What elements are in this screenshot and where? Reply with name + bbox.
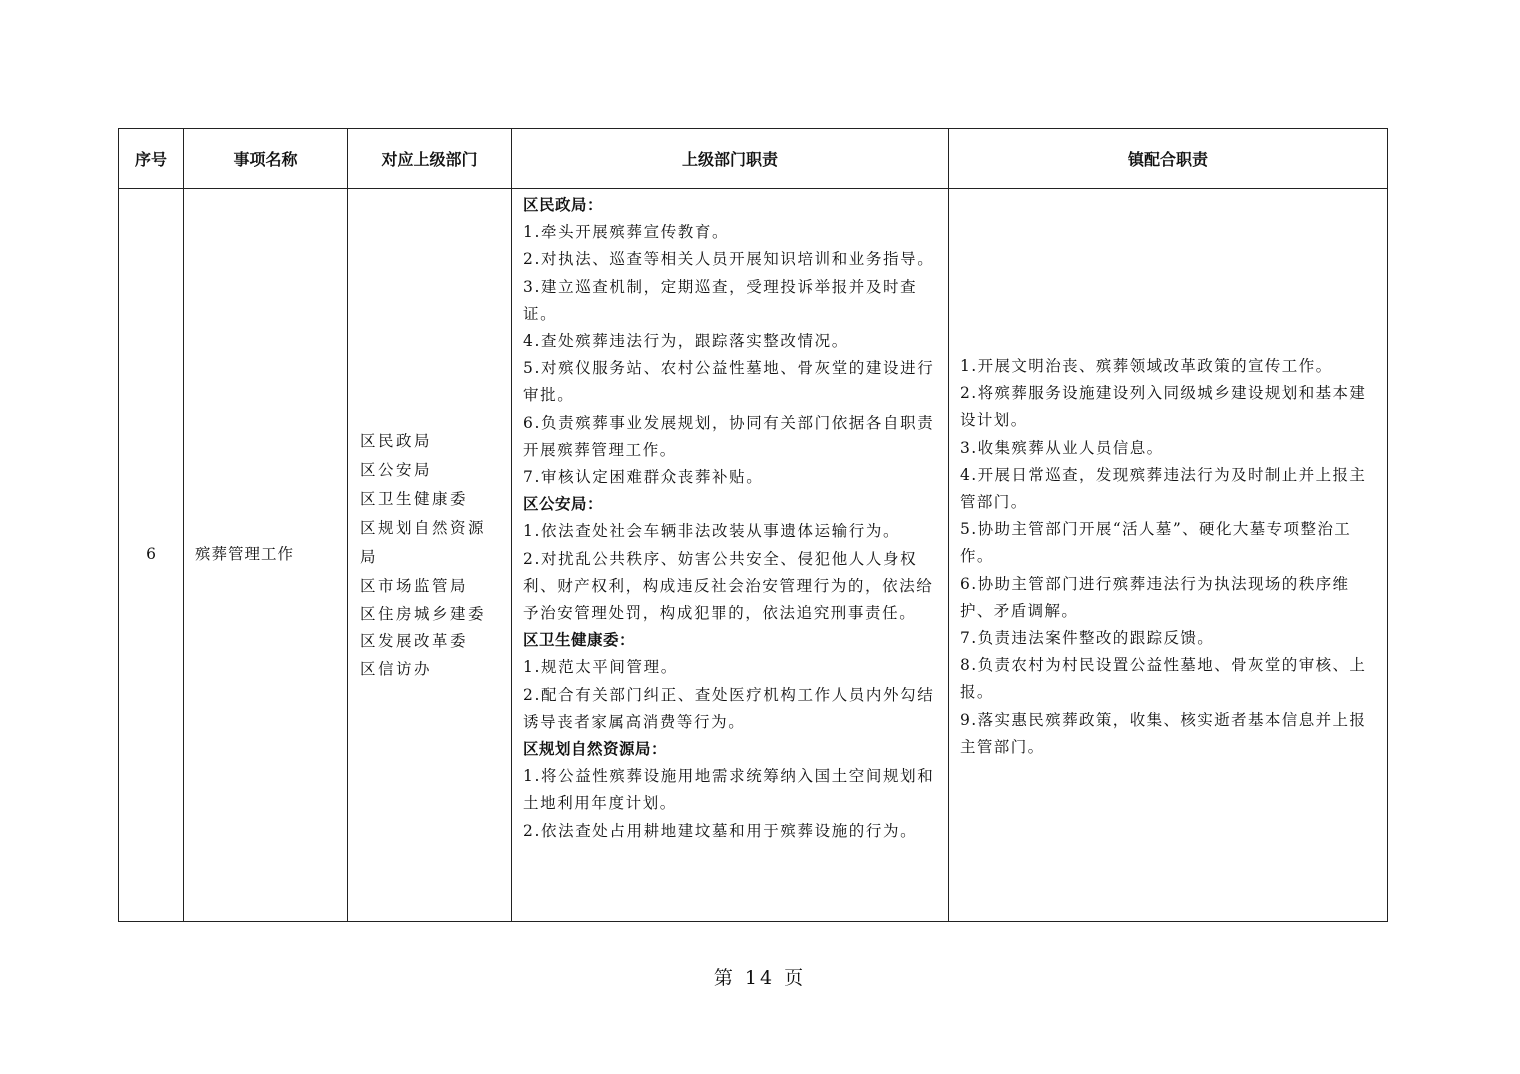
town-duty-item: 8.负责农村为村民设置公益性墓地、骨灰堂的审核、上报。 — [960, 656, 1367, 702]
header-town-duties: 镇配合职责 — [949, 129, 1388, 189]
row-departments — [348, 189, 512, 922]
department-item: 区发展改革委 — [360, 631, 469, 650]
department-item: 区市场监管局 — [360, 576, 469, 595]
row-seq: 6 — [119, 189, 184, 922]
town-duty-item: 2.将殡葬服务设施建设列入同级城乡建设规划和基本建设计划。 — [960, 384, 1367, 430]
header-superior-department: 对应上级部门 — [348, 129, 512, 189]
duty-item: 4.查处殡葬违法行为，跟踪落实整改情况。 — [523, 332, 849, 351]
duty-item: 2.依法查处占用耕地建坟墓和用于殡葬设施的行为。 — [523, 821, 918, 840]
duty-item: 2.对扰乱公共秩序、妨害公共安全、侵犯他人人身权利、财产权利，构成违反社会治安管理行为的，依法给予治安管理处罚，构成犯罪的，依法追究刑事责任。 — [523, 549, 934, 623]
duty-item: 6.负责殡葬事业发展规划，协同有关部门依据各自职责开展殡葬管理工作。 — [523, 413, 935, 459]
town-duty-item: 9.落实惠民殡葬政策，收集、核实逝者基本信息并上报主管部门。 — [960, 710, 1367, 756]
header-superior-duties: 上级部门职责 — [512, 129, 949, 189]
town-duty-item: 7.负责违法案件整改的跟踪反馈。 — [960, 629, 1215, 648]
header-seq: 序号 — [119, 129, 184, 189]
department-item: 区信访办 — [360, 659, 433, 678]
duty-item: 3.建立巡查机制，定期巡查，受理投诉举报并及时查证。 — [523, 277, 918, 323]
duty-dept-heading: 区卫生健康委： — [523, 631, 636, 650]
duty-dept-heading: 区规划自然资源局： — [523, 740, 668, 759]
department-item: 区卫生健康委 — [360, 489, 469, 508]
duty-item: 1.规范太平间管理。 — [523, 658, 678, 677]
row-town-duties — [949, 189, 1388, 922]
table-row — [119, 189, 1388, 922]
duty-dept-heading: 区民政局： — [523, 196, 604, 214]
duty-item: 2.配合有关部门纠正、查处医疗机构工作人员内外勾结诱导丧者家属高消费等行为。 — [523, 685, 935, 731]
header-item-name: 事项名称 — [184, 129, 348, 189]
duty-item: 2.对执法、巡查等相关人员开展知识培训和业务指导。 — [523, 250, 935, 269]
town-duty-item: 5.协助主管部门开展“活人墓”、硬化大墓专项整治工作。 — [960, 520, 1352, 566]
page-number: 第 14 页 — [713, 967, 807, 989]
row-item-name: 殡葬管理工作 — [184, 189, 348, 922]
row-superior-duties — [512, 189, 949, 922]
department-item: 区规划自然资源局 — [360, 518, 487, 566]
town-duty-item: 1.开展文明治丧、殡葬领域改革政策的宣传工作。 — [960, 357, 1333, 375]
department-item: 区公安局 — [360, 460, 433, 479]
duty-item: 7.审核认定困难群众丧葬补贴。 — [523, 468, 764, 487]
town-duty-item: 4.开展日常巡查，发现殡葬违法行为及时制止并上报主管部门。 — [960, 465, 1367, 512]
town-duty-item: 3.收集殡葬从业人员信息。 — [960, 438, 1164, 457]
duty-dept-heading: 区公安局： — [523, 495, 604, 514]
responsibility-table — [118, 128, 1388, 922]
town-duty-item: 6.协助主管部门进行殡葬违法行为执法现场的秩序维护、矛盾调解。 — [960, 574, 1350, 620]
department-item: 区民政局 — [360, 431, 433, 450]
duty-item: 1.牵头开展殡葬宣传教育。 — [523, 223, 730, 242]
duty-item: 1.将公益性殡葬设施用地需求统筹纳入国土空间规划和土地利用年度计划。 — [523, 767, 935, 813]
duty-item: 5.对殡仪服务站、农村公益性墓地、骨灰堂的建设进行审批。 — [523, 359, 935, 405]
table-header-row — [119, 129, 1388, 189]
duty-item: 1.依法查处社会车辆非法改装从事遗体运输行为。 — [523, 522, 901, 541]
department-item: 区住房城乡建委 — [360, 604, 487, 623]
